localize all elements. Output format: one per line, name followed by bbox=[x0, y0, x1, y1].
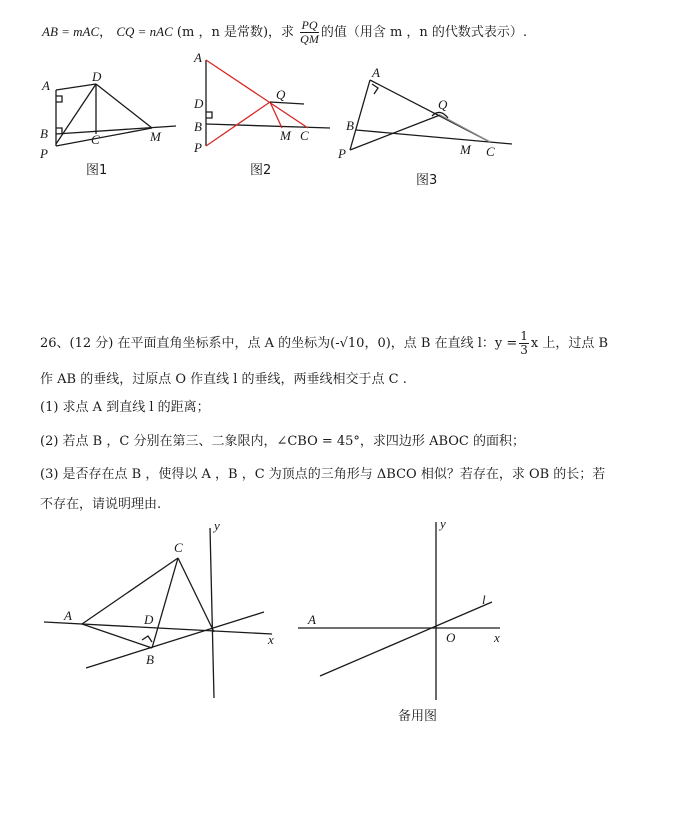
figure-2 bbox=[206, 60, 330, 146]
fig2-label-p: P bbox=[194, 140, 202, 155]
fig2-label-m: M bbox=[280, 128, 291, 143]
question-2: (2) 若点 B ，C 分别在第三、二象限内，∠CBO = 45°，求四边形 ABOC 的面积； bbox=[40, 434, 525, 449]
question-1: (1) 求点 A 到直线 l 的距离； bbox=[40, 400, 210, 415]
equation-cq: CQ = nAC bbox=[116, 24, 173, 39]
problem-26-end: x 上，过点 B bbox=[530, 336, 609, 351]
right-figure-caption: 备用图 bbox=[398, 709, 438, 724]
fig1-label-c: C bbox=[91, 132, 100, 147]
condition-text: (m ，n 是常数)，求 bbox=[176, 25, 295, 40]
fig3-caption: 图3 bbox=[416, 173, 438, 188]
right-label-l: l bbox=[482, 592, 486, 607]
right-label-a: A bbox=[308, 612, 316, 627]
problem-26-mid: ，点 B 在直线 l：y = bbox=[390, 336, 518, 351]
fig2-label-a: A bbox=[194, 50, 202, 65]
fig2-label-d: D bbox=[194, 96, 204, 111]
question-3-line-2: 不存在，请说明理由. bbox=[40, 497, 162, 512]
slope-denominator: 3 bbox=[520, 343, 528, 357]
fig2-label-b: B bbox=[194, 119, 202, 134]
fig3-label-m: M bbox=[460, 142, 471, 157]
problem-26-header bbox=[40, 330, 608, 357]
fig1-label-a: A bbox=[42, 78, 50, 93]
fig3-label-a: A bbox=[372, 65, 380, 80]
right-label-x: x bbox=[494, 630, 500, 645]
equation-ab: AB = mAC bbox=[42, 24, 100, 39]
fraction-numerator: PQ bbox=[301, 18, 318, 32]
fig3-label-b: B bbox=[346, 118, 354, 133]
problem-26-line-2: 作 AB 的垂线，过原点 O 作直线 l 的垂线，两垂线相交于点 C . bbox=[40, 372, 407, 387]
problem-26-intro: 26、(12 分) 在平面直角坐标系中，点 A 的坐标为 bbox=[40, 336, 331, 351]
point-a-coord: (-√10，0) bbox=[330, 336, 391, 351]
line-slope-fraction bbox=[519, 330, 529, 357]
fig3-label-q: Q bbox=[438, 97, 448, 112]
fig1-label-b: B bbox=[40, 126, 48, 141]
tail-text: 的值（用含 m ，n 的代数式表示）. bbox=[320, 25, 528, 40]
fig2-label-c: C bbox=[300, 128, 309, 143]
fig1-caption: 图1 bbox=[86, 163, 108, 178]
figure-3 bbox=[350, 80, 512, 150]
slope-numerator: 1 bbox=[520, 329, 528, 343]
left-label-b: B bbox=[146, 652, 154, 667]
left-label-a: A bbox=[64, 608, 72, 623]
fig3-label-c: C bbox=[486, 144, 495, 159]
fig3-label-p: P bbox=[338, 146, 346, 161]
coordinate-figure-left bbox=[44, 528, 272, 698]
left-label-c: C bbox=[174, 540, 183, 555]
fig2-label-q: Q bbox=[276, 87, 286, 102]
fig1-label-p: P bbox=[40, 146, 48, 161]
coordinate-figure-right bbox=[298, 522, 500, 700]
separator: ， bbox=[99, 25, 113, 40]
right-label-y: y bbox=[440, 516, 446, 531]
fig1-label-m: M bbox=[150, 129, 161, 144]
question-3-line-1: (3) 是否存在点 B ，使得以 A ，B ，C 为顶点的三角形与 ΔBCO 相似？若存在，求 OB 的长；若 bbox=[40, 467, 606, 482]
fig2-caption: 图2 bbox=[250, 163, 272, 178]
fig1-label-d: D bbox=[92, 69, 102, 84]
left-label-d: D bbox=[144, 612, 154, 627]
left-label-x: x bbox=[268, 632, 274, 647]
right-label-o: O bbox=[446, 630, 456, 645]
fraction-denominator: QM bbox=[300, 32, 319, 46]
left-label-y: y bbox=[214, 518, 220, 533]
